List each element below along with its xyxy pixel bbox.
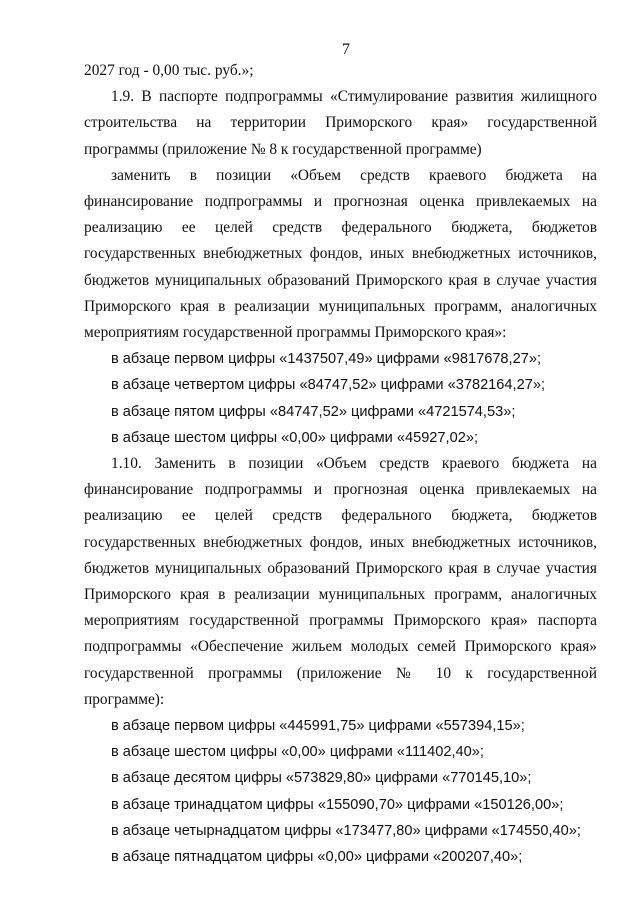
list-item: в абзаце четырнадцатом цифры «173477,80» цифрами «174550,40»; [111,822,581,839]
list-item: в абзаце десятом цифры «573829,80» цифрами «770145,10»; [111,770,532,787]
list-item: в абзаце пятом цифры «84747,52» цифрами «4721574,53»; [111,403,516,420]
list-item: в абзаце четвертом цифры «84747,52» цифрами «3782164,27»; [111,377,545,394]
list-item: в абзаце тринадцатом цифры «155090,70» цифрами «150126,00»; [111,796,564,813]
list-item: в абзаце пятнадцатом цифры «0,00» цифрами «200207,40»; [111,849,523,866]
paragraph-replace-instruction: заменить в позиции «Объем средств краевого бюджета на финансирование подпрограммы и прогнозная оценка привлекаемых на реализацию ее целей средств федерального бюджета, бюджетов государственных внебюджетных фондов, иных внебюджетных источников, бюджетов муниципальных образований Приморского края в случае участия Приморского края в реализации муниципальных программ, аналогичных мероприятиям государственной программы Приморского края»: [84,166,597,342]
list-item: в абзаце шестом цифры «0,00» цифрами «45927,02»; [111,429,478,446]
paragraph-continuation: 2027 год - 0,00 тыс. руб.»; [84,62,254,79]
list-item: в абзаце шестом цифры «0,00» цифрами «111402,40»; [111,744,484,761]
paragraph-1-10: 1.10. Заменить в позиции «Объем средств краевого бюджета на финансирование подпрограммы и прогнозная оценка привлекаемых на реализацию ее целей средств федерального бюджета, бюджетов государственных внебюджетных фондов, иных внебюджетных источников, бюджетов муниципальных образований Приморского края в случае участия Приморского края в реализации муниципальных программ, аналогичных мероприятиям государственной программы Приморского края» паспорта подпрограммы «Обеспечение жильем молодых семей Приморского края» государственной программы (приложение № 10 к государственной программе): [84,455,597,708]
page-number: 7 [342,41,350,58]
list-item: в абзаце первом цифры «1437507,49» цифрами «9817678,27»; [111,351,542,368]
document-body [84,58,597,870]
list-item: в абзаце первом цифры «445991,75» цифрами «557394,15»; [111,718,525,735]
paragraph-1-9: 1.9. В паспорте подпрограммы «Стимулирование развития жилищного строительства на территории Приморского края» государственной программы (приложение № 8 к государственной программе) [84,88,597,158]
